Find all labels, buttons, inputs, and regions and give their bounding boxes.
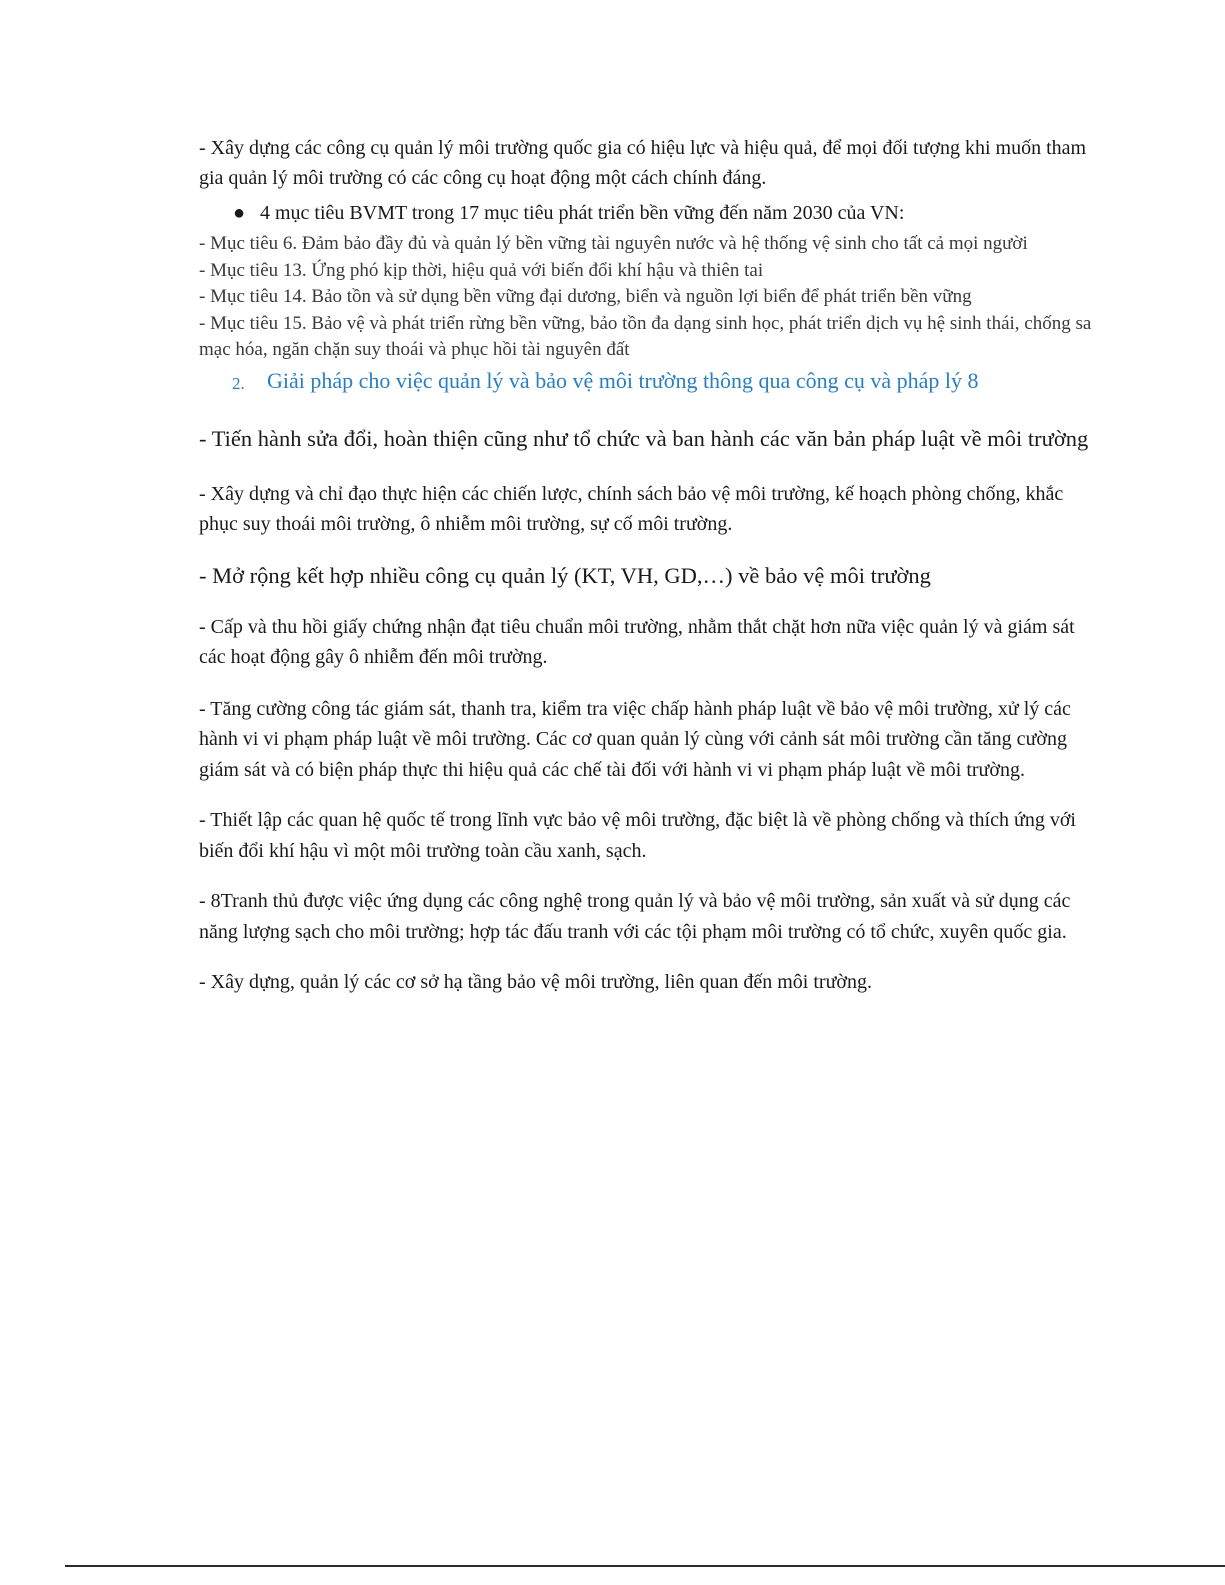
- bullet-dot-icon: ●: [233, 202, 246, 224]
- solution-paragraph: - Mở rộng kết hợp nhiều công cụ quản lý (KT, VH, GD,…) về bảo vệ môi trường: [199, 562, 931, 588]
- solution-paragraph: - Tiến hành sửa đổi, hoàn thiện cũng như tổ chức và ban hành các văn bản pháp luật về môi trường: [199, 425, 1089, 451]
- solution-paragraph: - Thiết lập các quan hệ quốc tế trong lĩnh vực bảo vệ môi trường, đặc biệt là về phòng chống và thích ứng với biến đổi khí hậu vì một môi trường toàn cầu xanh, sạch.: [199, 809, 1076, 862]
- intro-paragraph: - Xây dựng các công cụ quản lý môi trường quốc gia có hiệu lực và hiệu quả, để mọi đối tượng khi muốn tham gia quản lý môi trường có các công cụ hoạt động một cách chính đáng.: [199, 137, 1087, 189]
- heading-text: Giải pháp cho việc quản lý và bảo vệ môi trường thông qua công cụ và pháp lý 8: [267, 367, 979, 393]
- goal-item: - Mục tiêu 6. Đảm bảo đầy đủ và quản lý bền vững tài nguyên nước và hệ thống vệ sinh cho tất cả mọi người: [199, 233, 1028, 254]
- solution-paragraph: - Cấp và thu hồi giấy chứng nhận đạt tiêu chuẩn môi trường, nhằm thắt chặt hơn nữa việc quản lý và giám sát các hoạt động gây ô nhiễm đến môi trường.: [199, 615, 1075, 668]
- solution-paragraph: - 8Tranh thủ được việc ứng dụng các công nghệ trong quản lý và bảo vệ môi trường, sản xuất và sử dụng các năng lượng sạch cho môi trường; hợp tác đấu tranh với các tội phạm môi trường có tổ chức, xuyên quốc gia.: [199, 890, 1071, 943]
- goals-list: [199, 231, 1099, 364]
- heading-number: 2.: [232, 373, 245, 393]
- bullet-item-sdg-goals: [199, 198, 1099, 228]
- document-body: [199, 133, 1099, 998]
- solution-paragraph: - Xây dựng, quản lý các cơ sở hạ tầng bảo vệ môi trường, liên quan đến môi trường.: [199, 971, 872, 993]
- bullet-text: 4 mục tiêu BVMT trong 17 mục tiêu phát triển bền vững đến năm 2030 của VN:: [260, 202, 905, 224]
- goal-item: - Mục tiêu 15. Bảo vệ và phát triển rừng bền vững, bảo tồn đa dạng sinh học, phát triển dịch vụ hệ sinh thái, chống sa mạc hóa, ngăn chặn suy thoái và phục hồi tài nguyên đất: [199, 312, 1092, 360]
- solution-paragraph: - Xây dựng và chỉ đạo thực hiện các chiến lược, chính sách bảo vệ môi trường, kế hoạch phòng chống, khắc phục suy thoái môi trường, ô nhiễm môi trường, sự cố môi trường.: [199, 482, 1064, 535]
- page-bottom-divider: [65, 1565, 1225, 1567]
- solution-paragraph: - Tăng cường công tác giám sát, thanh tra, kiểm tra việc chấp hành pháp luật về bảo vệ môi trường, xử lý các hành vi vi phạm pháp luật về môi trường. Các cơ quan quản lý cùng với cảnh sát môi trường cần tăng cường giám sát và có biện pháp thực thi hiệu quả các chế tài đối với hành vi vi phạm pháp luật về môi trường.: [199, 697, 1071, 781]
- goal-item: - Mục tiêu 13. Ứng phó kịp thời, hiệu quả với biến đổi khí hậu và thiên tai: [199, 259, 764, 281]
- section-heading: [199, 366, 1099, 396]
- goal-item: - Mục tiêu 14. Bảo tồn và sử dụng bền vững đại dương, biển và nguồn lợi biển để phát triển bền vững: [199, 286, 972, 307]
